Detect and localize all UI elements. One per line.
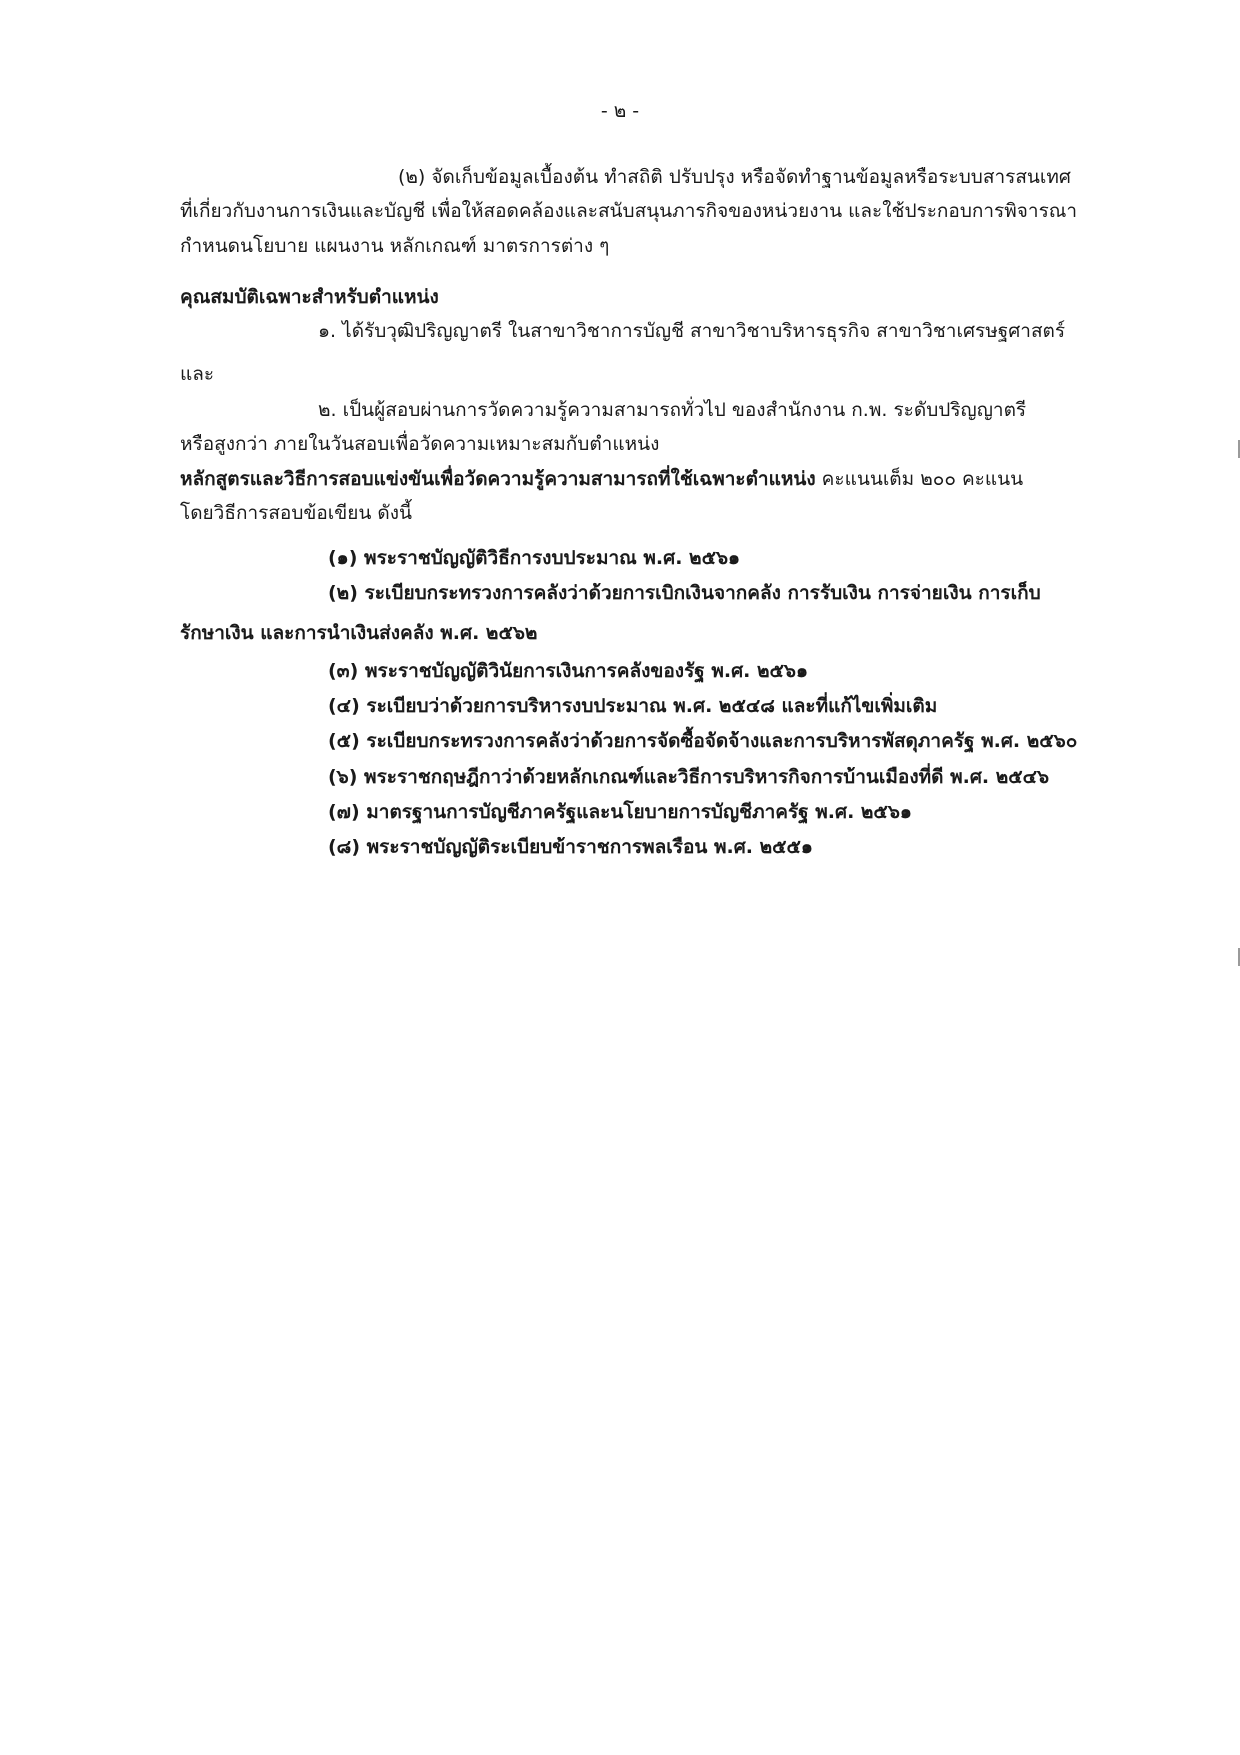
exam-method: โดยวิธีการสอบข้อเขียน ดังนี้ (180, 502, 413, 524)
exam-item-2-line-2: รักษาเงิน และการนำเงินส่งคลัง พ.ศ. ๒๕๖๒ (180, 622, 538, 644)
exam-heading-score: คะแนนเต็ม ๒๐๐ คะแนน (815, 468, 1024, 490)
qualification-2-line-1: ๒. เป็นผู้สอบผ่านการวัดความรู้ความสามารถทั่วไป ของสำนักงาน ก.พ. ระดับปริญญาตรี (318, 399, 1027, 421)
exam-item-2-line-1: (๒) ระเบียบกระทรวงการคลังว่าด้วยการเบิกเงินจากคลัง การรับเงิน การจ่ายเงิน การเก็บ (328, 582, 1041, 604)
duty-2-line-1: (๒) จัดเก็บข้อมูลเบื้องต้น ทำสถิติ ปรับปรุง หรือจัดทำฐานข้อมูลหรือระบบสารสนเทศ (398, 166, 1071, 188)
qualification-1-line-1: ๑. ได้รับวุฒิปริญญาตรี ในสาขาวิชาการบัญชี สาขาวิชาบริหารธุรกิจ สาขาวิชาเศรษฐศาสตร์ (318, 320, 1066, 342)
duty-2-line-2: ที่เกี่ยวกับงานการเงินและบัญชี เพื่อให้สอดคล้องและสนับสนุนภารกิจของหน่วยงาน และใช้ประกอบการพิจารณา (180, 200, 1078, 222)
qualifications-heading: คุณสมบัติเฉพาะสำหรับตำแหน่ง (180, 286, 439, 308)
exam-heading (180, 464, 1023, 494)
duty-2-line-3: กำหนดนโยบาย แผนงาน หลักเกณฑ์ มาตรการต่าง ๆ (180, 235, 610, 257)
exam-item-6: (๖) พระราชกฤษฎีกาว่าด้วยหลักเกณฑ์และวิธีการบริหารกิจการบ้านเมืองที่ดี พ.ศ. ๒๕๔๖ (328, 766, 1050, 788)
exam-item-5: (๕) ระเบียบกระทรวงการคลังว่าด้วยการจัดซื้อจัดจ้างและการบริหารพัสดุภาครัฐ พ.ศ. ๒๕๖๐ (328, 730, 1078, 752)
exam-item-7: (๗) มาตรฐานการบัญชีภาครัฐและนโยบายการบัญชีภาครัฐ พ.ศ. ๒๕๖๑ (328, 801, 912, 823)
qualification-1-line-2: และ (180, 363, 215, 385)
exam-item-4: (๔) ระเบียบว่าด้วยการบริหารงบประมาณ พ.ศ. ๒๕๔๘ และที่แก้ไขเพิ่มเติม (328, 695, 938, 717)
exam-item-1: (๑) พระราชบัญญัติวิธีการงบประมาณ พ.ศ. ๒๕๖๑ (328, 547, 741, 569)
exam-item-8: (๘) พระราชบัญญัติระเบียบข้าราชการพลเรือน พ.ศ. ๒๕๕๑ (328, 836, 813, 858)
exam-heading-title: หลักสูตรและวิธีการสอบแข่งขันเพื่อวัดความรู้ความสามารถที่ใช้เฉพาะตำแหน่ง (180, 468, 816, 490)
exam-item-3: (๓) พระราชบัญญัติวินัยการเงินการคลังของรัฐ พ.ศ. ๒๕๖๑ (328, 660, 809, 682)
page-number: - ๒ - (600, 100, 640, 122)
qualification-2-line-2: หรือสูงกว่า ภายในวันสอบเพื่อวัดความเหมาะสมกับตำแหน่ง (180, 433, 660, 455)
